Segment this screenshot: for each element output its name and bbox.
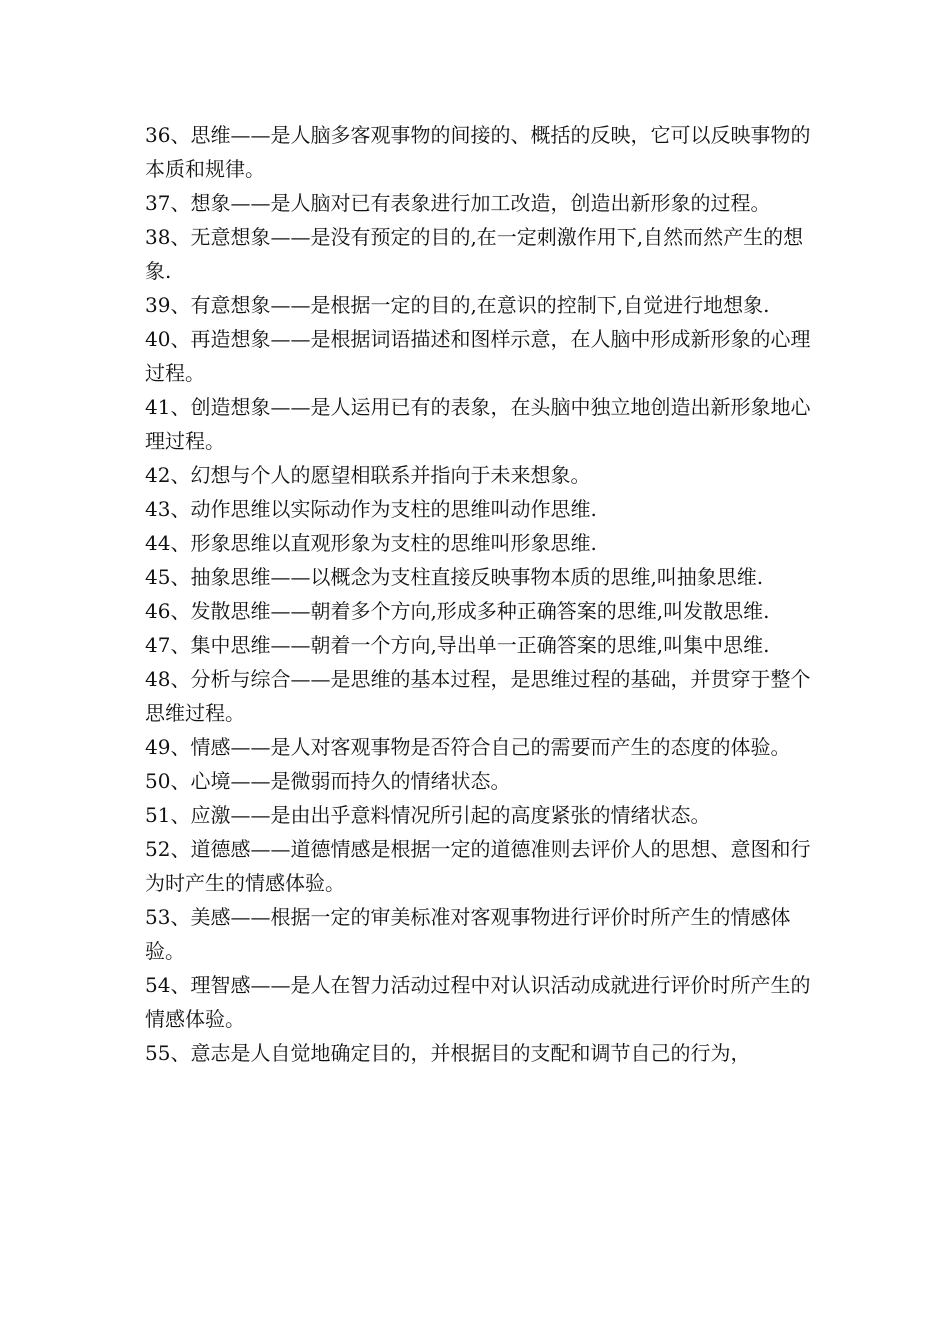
entry-47: 47、集中思维——朝着一个方向,导出单一正确答案的思维,叫集中思维. <box>145 633 770 657</box>
entry-40: 40、再造想象——是根据词语描述和图样示意，在人脑中形成新形象的心理过程。 <box>145 327 811 385</box>
entry-42: 42、幻想与个人的愿望相联系并指向于未来想象。 <box>145 463 591 487</box>
entry-51: 51、应激——是由出乎意料情况所引起的高度紧张的情绪状态。 <box>145 803 711 827</box>
entry-44: 44、形象思维以直观形象为支柱的思维叫形象思维. <box>145 531 597 555</box>
entry-48: 48、分析与综合——是思维的基本过程，是思维过程的基础，并贯穿于整个思维过程。 <box>145 667 811 725</box>
entry-37: 37、想象——是人脑对已有表象进行加工改造，创造出新形象的过程。 <box>145 191 771 215</box>
entry-41: 41、创造想象——是人运用已有的表象，在头脑中独立地创造出新形象地心理过程。 <box>145 395 811 453</box>
entry-52: 52、道德感——道德情感是根据一定的道德准则去评价人的思想、意图和行为时产生的情感体验。 <box>145 837 811 895</box>
entry-36: 36、思维——是人脑多客观事物的间接的、概括的反映，它可以反映事物的本质和规律。 <box>145 123 811 181</box>
entry-55: 55、意志是人自觉地确定目的，并根据目的支配和调节自己的行为， <box>145 1041 751 1065</box>
entry-54: 54、理智感——是人在智力活动过程中对认识活动成就进行评价时所产生的情感体验。 <box>145 973 811 1031</box>
entry-39: 39、有意想象——是根据一定的目的,在意识的控制下,自觉进行地想象. <box>145 293 770 317</box>
entry-46: 46、发散思维——朝着多个方向,形成多种正确答案的思维,叫发散思维. <box>145 599 770 623</box>
entry-50: 50、心境——是微弱而持久的情绪状态。 <box>145 769 511 793</box>
entry-38: 38、无意想象——是没有预定的目的,在一定刺激作用下,自然而然产生的想象. <box>145 225 804 283</box>
entry-53: 53、美感——根据一定的审美标准对客观事物进行评价时所产生的情感体验。 <box>145 905 791 963</box>
entry-43: 43、动作思维以实际动作为支柱的思维叫动作思维. <box>145 497 597 521</box>
entry-49: 49、情感——是人对客观事物是否符合自己的需要而产生的态度的体验。 <box>145 735 791 759</box>
document-page <box>145 118 825 1070</box>
entry-45: 45、抽象思维——以概念为支柱直接反映事物本质的思维,叫抽象思维. <box>145 565 764 589</box>
